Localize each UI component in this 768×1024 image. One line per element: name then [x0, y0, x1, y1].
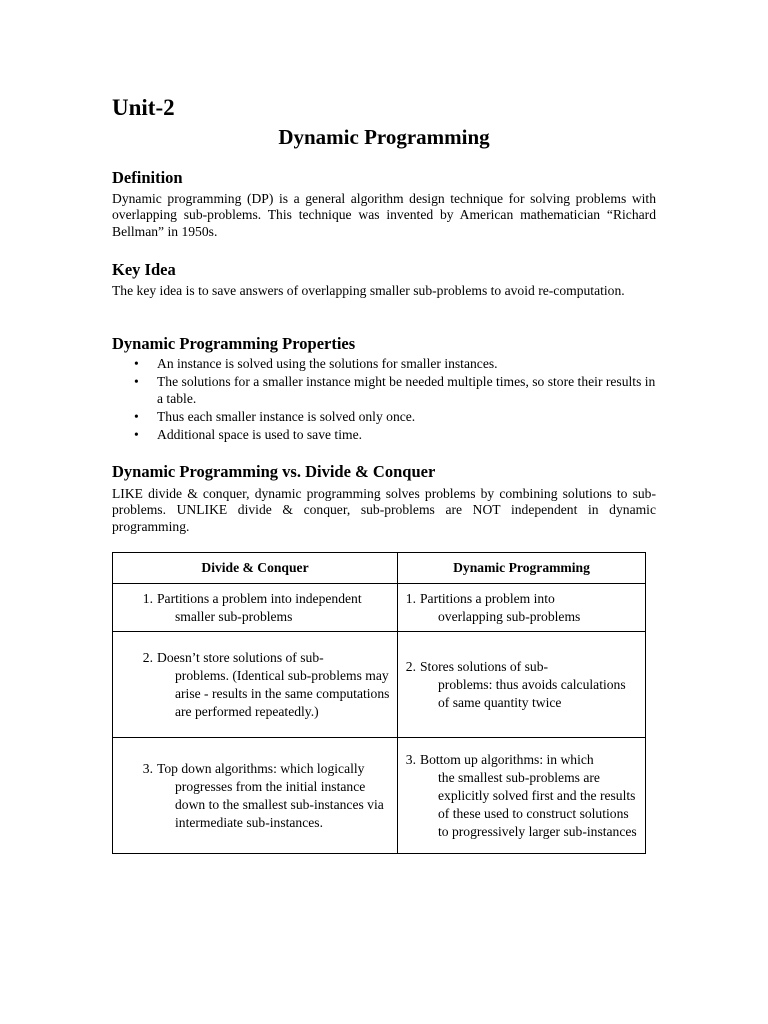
list-item-text: Thus each smaller instance is solved only once.	[157, 408, 416, 424]
table-cell-dynamic-programming	[398, 632, 646, 738]
table-row	[113, 738, 646, 854]
cell-text-first: Top down algorithms: which logically	[157, 760, 365, 776]
table-row	[113, 632, 646, 738]
item-number: 2.	[142, 649, 153, 665]
cell-text-rest: problems: thus avoids calculations of same quantity twice	[438, 676, 626, 710]
list-item	[112, 356, 656, 372]
list-item	[112, 374, 656, 407]
cell-text-first: Bottom up algorithms: in which	[420, 751, 594, 767]
cell-text-first: Partitions a problem into independent	[157, 590, 362, 606]
bullet-icon: •	[134, 427, 139, 443]
comparison-table	[112, 552, 646, 854]
properties-list	[112, 356, 656, 445]
list-item-text: The solutions for a smaller instance might be needed multiple times, so store their results in a table.	[157, 374, 656, 406]
bullet-icon: •	[134, 374, 139, 390]
table-cell-divide-conquer	[113, 584, 398, 632]
cell-text-first: Doesn’t store solutions of sub-	[157, 649, 324, 665]
vs-heading: Dynamic Programming vs. Divide & Conquer	[112, 462, 436, 481]
cell-text-rest: smaller sub-problems	[175, 608, 293, 624]
unit-label: Unit-2	[112, 95, 175, 120]
table-cell-dynamic-programming	[398, 738, 646, 854]
table-cell-dynamic-programming	[398, 584, 646, 632]
list-item	[112, 409, 656, 425]
definition-heading: Definition	[112, 168, 183, 187]
list-item	[112, 427, 656, 443]
item-number: 3.	[405, 751, 416, 767]
item-number: 3.	[142, 760, 153, 776]
bullet-icon: •	[134, 408, 139, 424]
cell-text-rest: problems. (Identical sub-problems may arise - results in the same computations are performed repeatedly.)	[175, 667, 390, 719]
vs-text: LIKE divide & conquer, dynamic programming solves problems by combining solutions to sub-problems. UNLIKE divide & conquer, sub-problems are NOT independent in dynamic programming.	[112, 486, 656, 534]
bullet-icon: •	[134, 356, 139, 371]
table-cell-divide-conquer	[113, 738, 398, 854]
column-header-dynamic-programming: Dynamic Programming	[398, 553, 646, 584]
cell-text-rest: overlapping sub-problems	[438, 608, 581, 624]
properties-heading: Dynamic Programming Properties	[112, 334, 356, 353]
cell-text-rest: progresses from the initial instance down to the smallest sub-instances via intermediate sub-instances.	[175, 778, 384, 830]
item-number: 1.	[142, 590, 153, 606]
column-header-divide-conquer: Divide & Conquer	[113, 553, 398, 584]
definition-text: Dynamic programming (DP) is a general algorithm design technique for solving problems with overlapping sub-problems. This technique was invented by American mathematician “Richard Bellman” in 1950s.	[112, 191, 656, 239]
cell-text-rest: the smallest sub-problems are explicitly solved first and the results of these used to construct solutions to progressively larger sub-instances	[438, 769, 637, 839]
item-number: 2.	[405, 658, 416, 674]
item-number: 1.	[405, 590, 416, 606]
table-header-row	[113, 553, 646, 584]
cell-text-first: Stores solutions of sub-	[420, 658, 549, 674]
list-item-text: An instance is solved using the solutions for smaller instances.	[157, 356, 498, 371]
table-row	[113, 584, 646, 632]
key-idea-heading: Key Idea	[112, 260, 176, 279]
table-cell-divide-conquer	[113, 632, 398, 738]
list-item-text: Additional space is used to save time.	[157, 427, 362, 443]
page-title: Dynamic Programming	[278, 125, 490, 149]
cell-text-first: Partitions a problem into	[420, 590, 555, 606]
key-idea-text: The key idea is to save answers of overlapping smaller sub-problems to avoid re-computation.	[112, 283, 625, 298]
